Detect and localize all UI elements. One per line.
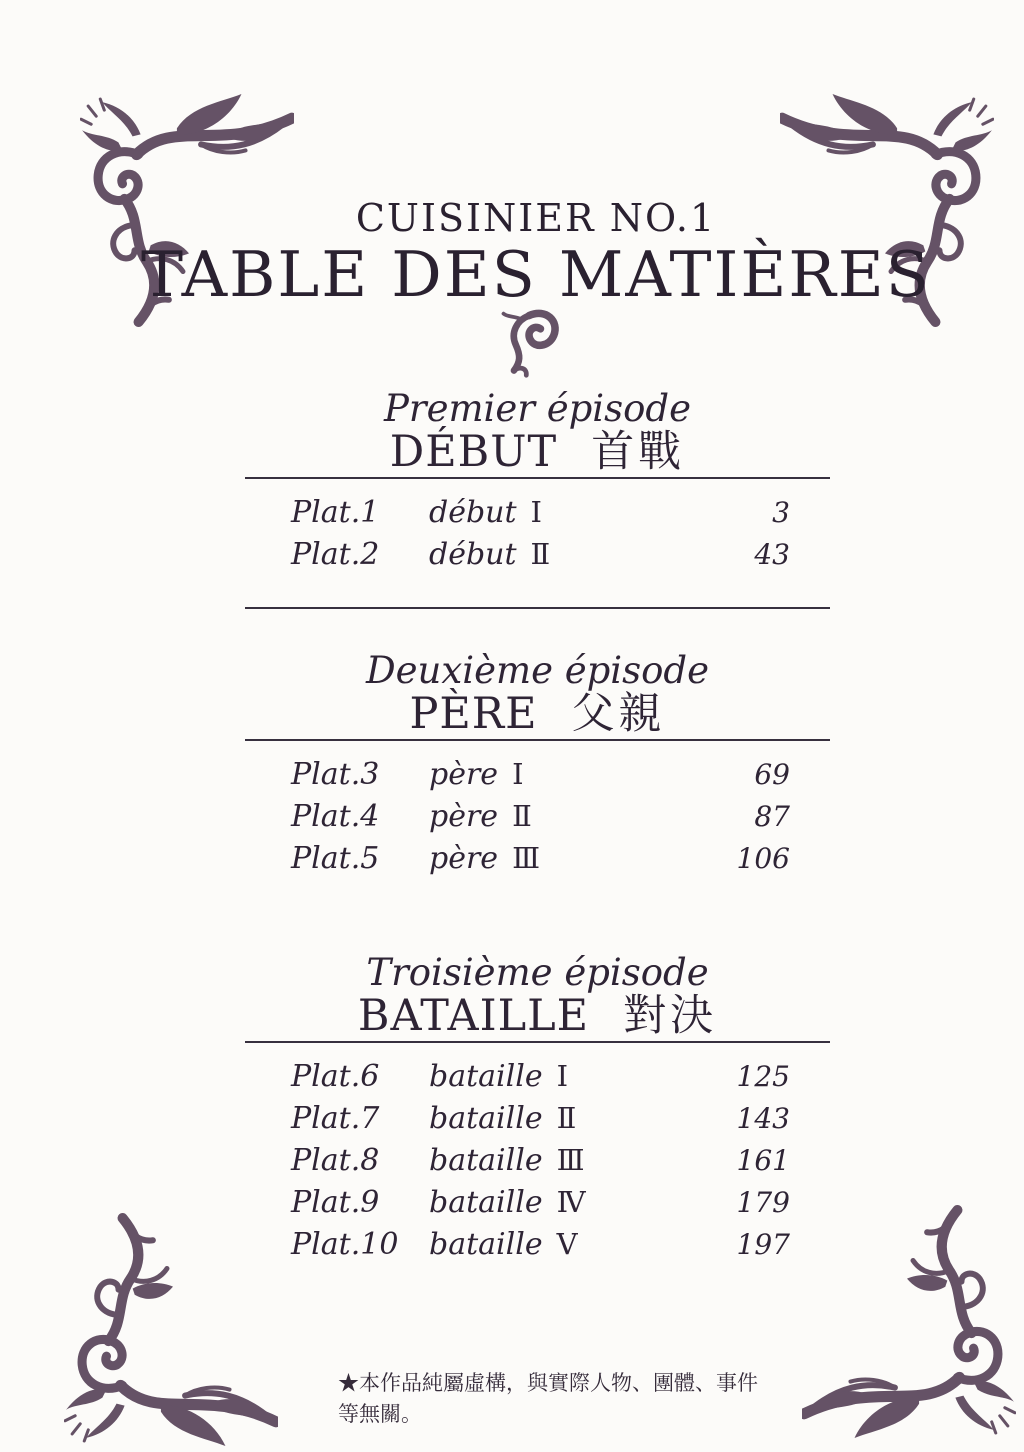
series-title: CUISINIER NO.1	[355, 196, 717, 240]
entry-numeral: Ⅱ	[530, 537, 551, 571]
toc-entry	[291, 1059, 790, 1101]
entry-numeral: Ⅲ	[512, 841, 541, 875]
entry-page-number: 125	[736, 1060, 790, 1093]
toc-section-debut	[245, 388, 830, 609]
section-heading	[245, 991, 830, 1041]
entry-page-number: 69	[754, 758, 790, 791]
section-closing-rule	[245, 607, 830, 609]
entry-title: bataille Ⅳ	[429, 1185, 586, 1220]
section-heading	[245, 689, 830, 739]
entry-list	[245, 741, 830, 883]
entry-plat-label: Plat.8	[291, 1143, 380, 1178]
entry-page-number: 179	[736, 1186, 790, 1219]
entry-title: bataille Ⅴ	[429, 1227, 578, 1262]
entry-numeral: Ⅱ	[556, 1101, 577, 1135]
entry-plat-label: Plat.1	[291, 495, 380, 530]
entry-title: bataille Ⅱ	[429, 1101, 577, 1136]
entry-plat-label: Plat.2	[291, 537, 380, 572]
entry-plat-label: Plat.7	[291, 1101, 380, 1136]
entry-title: père Ⅲ	[429, 841, 541, 876]
corner-flourish-bottom-right-icon	[802, 1204, 1016, 1438]
section-heading	[245, 427, 830, 477]
entry-page-number: 143	[736, 1102, 790, 1135]
entry-plat-label: Plat.9	[291, 1185, 380, 1220]
episode-label: Troisième épisode	[366, 951, 709, 994]
entry-numeral: Ⅴ	[556, 1227, 578, 1261]
entry-list	[245, 479, 830, 579]
entry-plat-label: Plat.3	[291, 757, 380, 792]
toc-entry	[291, 1143, 790, 1185]
section-heading-chinese: 對決	[623, 991, 718, 1041]
masthead	[46, 0, 1024, 310]
entry-numeral: Ⅰ	[556, 1059, 569, 1093]
toc-entry	[291, 799, 790, 841]
section-heading-french: BATAILLE	[357, 991, 590, 1041]
entry-numeral: Ⅲ	[556, 1143, 585, 1177]
toc-entry	[291, 841, 790, 883]
toc-entry	[291, 495, 790, 537]
toc-entry	[291, 1227, 790, 1269]
section-heading-french: PÈRE	[409, 689, 538, 739]
disclaimer-line-2: 等無關。	[338, 1402, 422, 1426]
toc-section-pere	[245, 650, 830, 883]
entry-title: début Ⅱ	[429, 537, 551, 572]
entry-numeral: Ⅰ	[530, 495, 543, 529]
entry-page-number: 197	[736, 1228, 790, 1261]
entry-title: début Ⅰ	[429, 495, 543, 530]
page-title: TABLE DES MATIÈRES	[141, 238, 931, 311]
disclaimer-line-1: ★本作品純屬虛構，與實際人物、團體、事件	[338, 1371, 758, 1395]
toc-section-bataille	[245, 952, 830, 1269]
entry-title: bataille Ⅲ	[429, 1143, 585, 1178]
toc-entry	[291, 757, 790, 799]
entry-page-number: 87	[754, 800, 790, 833]
episode-label: Premier épisode	[383, 387, 691, 430]
entry-title: père Ⅰ	[429, 757, 524, 792]
section-heading-french: DÉBUT	[389, 427, 558, 477]
toc-entry	[291, 1185, 790, 1227]
section-heading-chinese: 父親	[571, 689, 666, 739]
fleuron-swirl-icon	[500, 308, 562, 380]
entry-page-number: 161	[736, 1144, 790, 1177]
toc-entry	[291, 1101, 790, 1143]
toc-entry	[291, 537, 790, 579]
entry-page-number: 3	[772, 496, 790, 529]
entry-page-number: 43	[754, 538, 790, 571]
entry-numeral: Ⅳ	[556, 1185, 586, 1219]
entry-numeral: Ⅰ	[512, 757, 524, 791]
entry-plat-label: Plat.10	[291, 1227, 399, 1262]
entry-plat-label: Plat.6	[291, 1059, 380, 1094]
entry-plat-label: Plat.4	[291, 799, 380, 834]
entry-plat-label: Plat.5	[291, 841, 380, 876]
entry-numeral: Ⅱ	[512, 799, 532, 833]
section-heading-chinese: 首戰	[591, 427, 686, 477]
disclaimer-note	[338, 1368, 778, 1430]
entry-page-number: 106	[736, 842, 790, 875]
episode-label: Deuxième épisode	[366, 649, 709, 692]
entry-title: père Ⅱ	[429, 799, 532, 834]
entry-list	[245, 1043, 830, 1269]
entry-title: bataille Ⅰ	[429, 1059, 569, 1094]
